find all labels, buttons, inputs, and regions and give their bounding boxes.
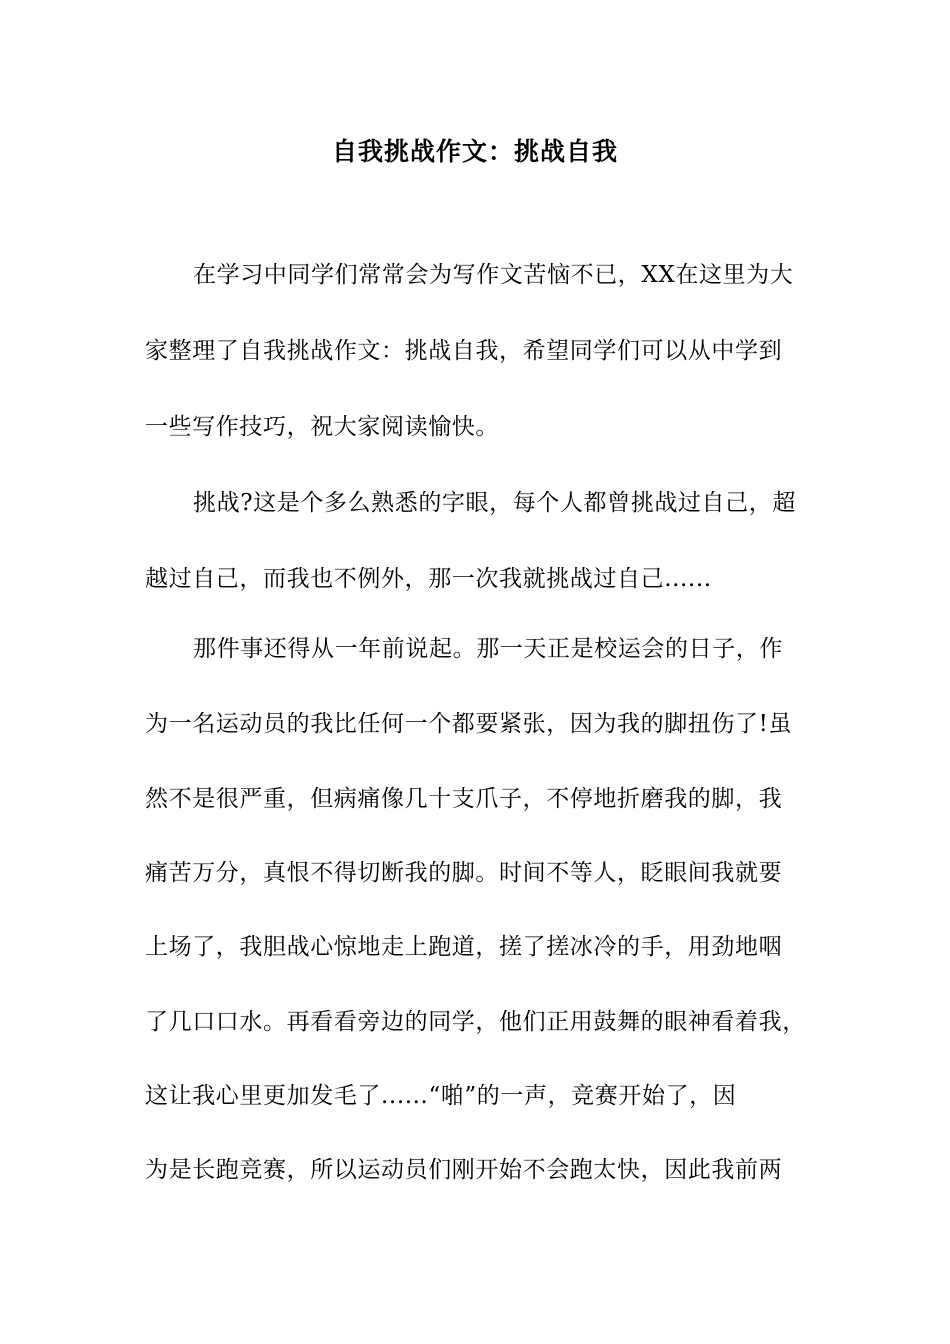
paragraph-3-line-4: 痛苦万分，真恨不得切断我的脚。时间不等人，眨眼间我就要 [145,860,783,886]
document-title: 自我挑战作文：挑战自我 [331,137,618,166]
paragraph-3-line-1: 那件事还得从一年前说起。那一天正是校运会的日子，作 [193,636,783,662]
paragraph-3-line-3: 然不是很严重，但病痛像几十支爪子，不停地折磨我的脚，我 [145,786,783,812]
paragraph-1-line-2: 家整理了自我挑战作文：挑战自我，希望同学们可以从中学到 [145,338,783,364]
paragraph-1-line-1: 在学习中同学们常常会为写作文苦恼不已，XX在这里为大 [193,262,794,288]
paragraph-3-line-2: 为一名运动员的我比任何一个都要紧张，因为我的脚扭伤了!虽 [145,711,793,737]
paragraph-3-line-5: 上场了，我胆战心惊地走上跑道，搓了搓冰冷的手，用劲地咽 [145,934,783,960]
paragraph-3-line-8: 为是长跑竞赛，所以运动员们刚开始不会跑太快，因此我前两 [145,1157,783,1183]
paragraph-2-line-1: 挑战?这是个多么熟悉的字眼，每个人都曾挑战过自己，超 [193,490,796,516]
paragraph-3-line-7: 这让我心里更加发毛了......“啪”的一声，竞赛开始了，因 [145,1083,737,1109]
paragraph-2-line-2: 越过自己，而我也不例外，那一次我就挑战过自己...... [145,566,712,592]
paragraph-1-line-3: 一些写作技巧，祝大家阅读愉快。 [145,414,499,440]
paragraph-3-line-6: 了几口口水。再看看旁边的同学，他们正用鼓舞的眼神看着我， [145,1009,806,1035]
